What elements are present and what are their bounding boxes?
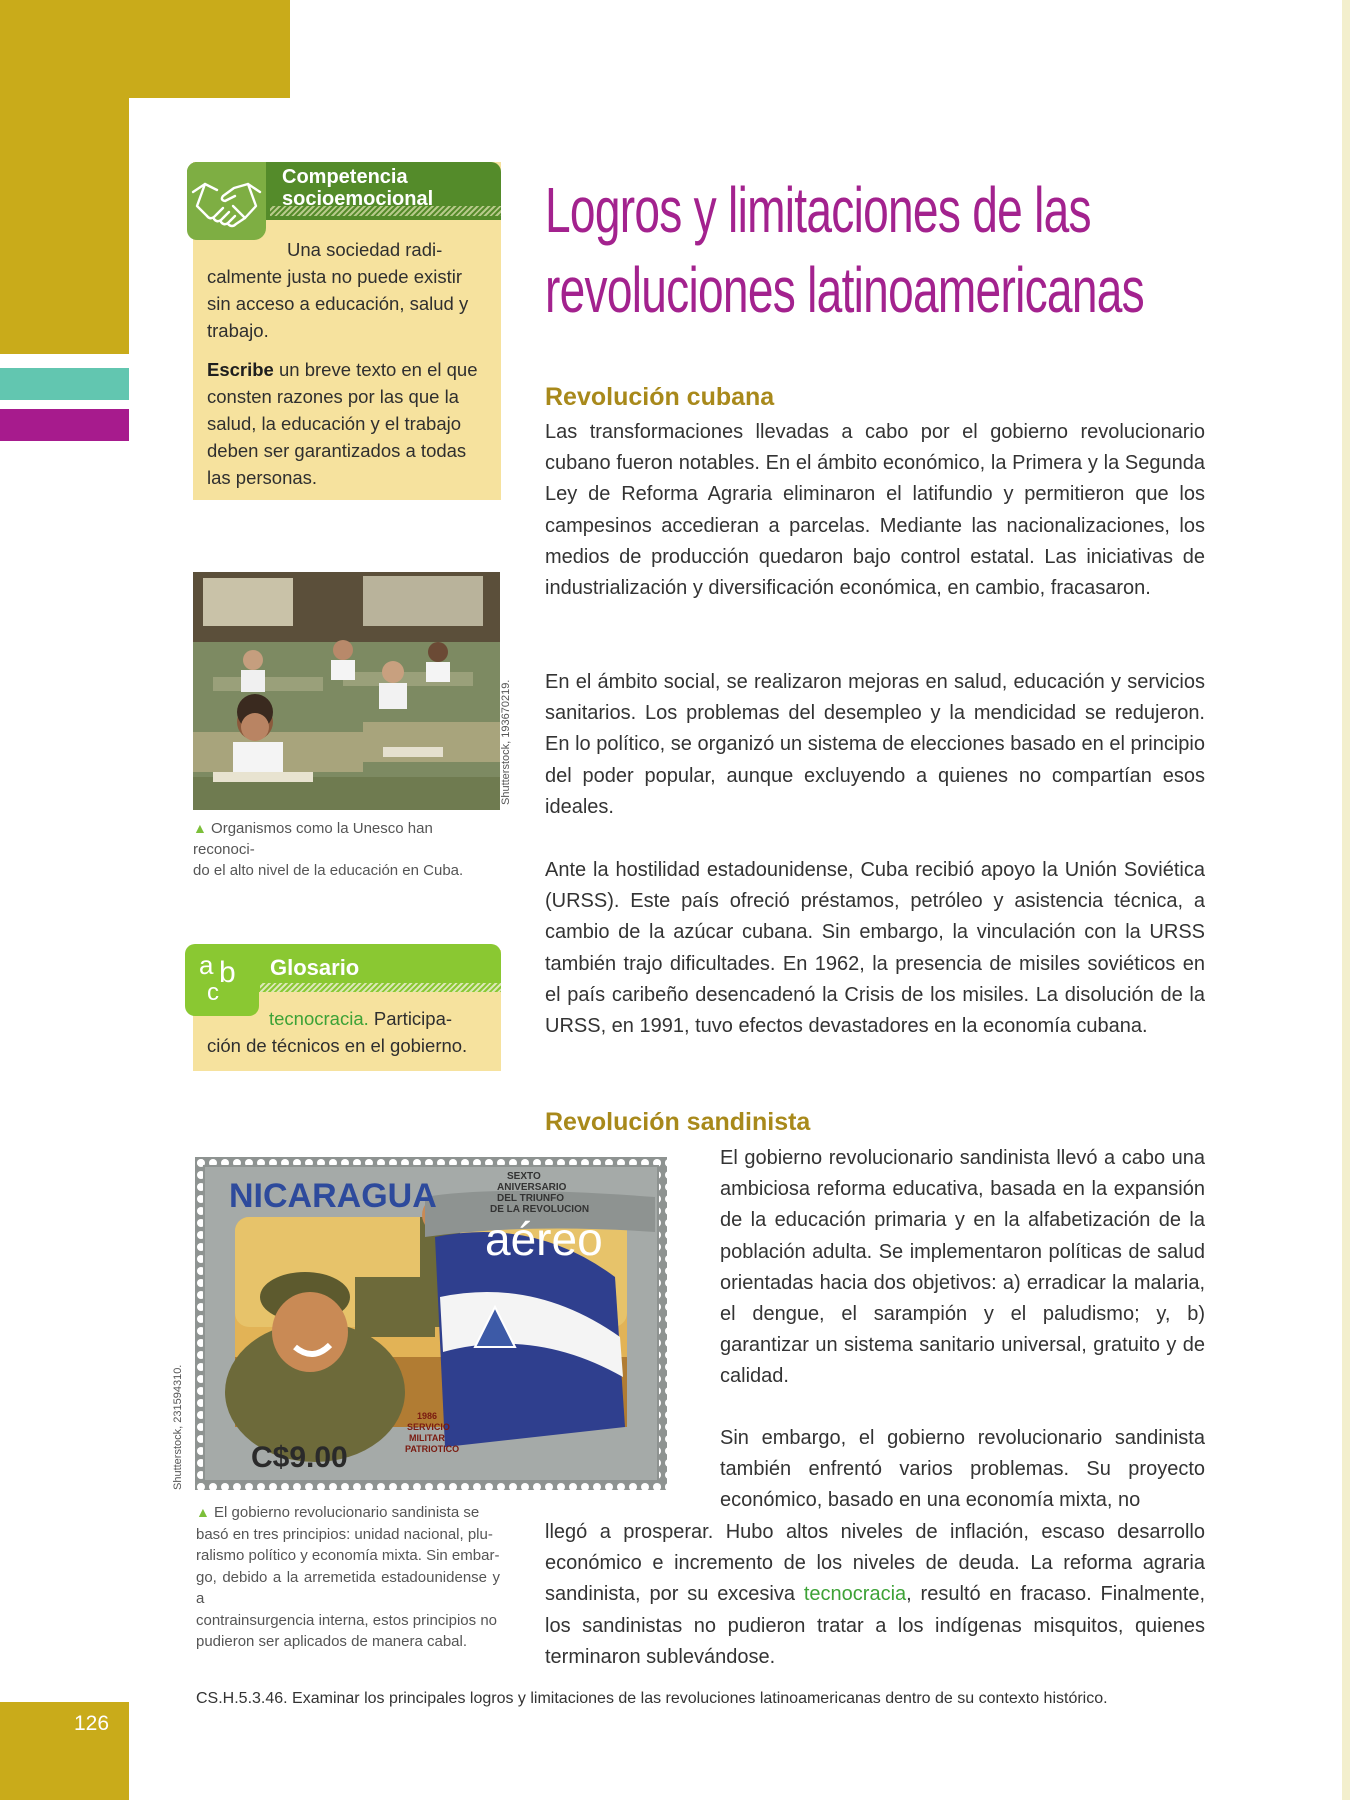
decor-right-edge — [1342, 0, 1350, 1800]
handshake-icon — [187, 162, 266, 240]
competencia-text — [207, 236, 497, 503]
stamp-service-line: SERVICIO — [407, 1422, 450, 1432]
section-sandinista-paragraph2-narrow — [720, 1423, 1205, 1517]
classroom-photo — [193, 572, 500, 810]
competencia-line: consten razones por las que la — [207, 386, 459, 407]
svg-text:a: a — [199, 950, 214, 980]
competencia-line: un breve texto en el que — [273, 359, 478, 380]
svg-text:c: c — [207, 979, 219, 1006]
caption-line: contrainsurgencia interna, estos principios no — [196, 1611, 498, 1629]
section-sandinista-paragraph2-wide — [545, 1517, 1205, 1673]
section-sandinista-paragraph1 — [720, 1143, 1205, 1393]
paragraph: Las transformaciones llevadas a cabo por el gobierno revolucionario cubano fueron notables. En el ámbito económico, la Primera y la Segunda Ley de Reforma Agraria eliminaron el latifundio y permitieron que los campesinos accedieran a parcelas. Mediante las nacionalizaciones, los medios de producción quedaron bajo control estatal. Las iniciativas de industrialización y diversificación económica, en cambio, fracasaron. — [545, 421, 1205, 600]
section-cubana-paragraph3 — [545, 855, 1205, 1042]
paragraph-text: llegó a prosperar. Hubo altos niveles de inflación, escaso desarrollo económico e incremento de los niveles de deuda. La reforma agraria sandinista, por su excesiva — [545, 1521, 1205, 1606]
stamp-service-line: MILITAR — [409, 1433, 445, 1443]
stamp-service-line: 1986 — [417, 1411, 438, 1421]
glosario-term: tecnocracia. — [269, 1008, 369, 1029]
competencia-paragraph1 — [207, 236, 497, 344]
page-title-line1: Logros y limitaciones de las — [545, 174, 1091, 246]
decor-band-magenta — [0, 409, 129, 441]
stamp-caption — [196, 1502, 500, 1653]
competencia-line: calmente justa no puede existir — [207, 266, 463, 287]
glosario-definition: ción de técnicos en el gobierno. — [207, 1035, 468, 1056]
competencia-line: deben ser garantizados a todas — [207, 440, 467, 461]
competencia-paragraph2 — [207, 356, 497, 491]
stamp-aereo: aéreo — [485, 1213, 603, 1265]
stamp-service-line: PATRIOTICO — [405, 1444, 460, 1454]
stamp-anniv-line: SEXTO — [507, 1171, 541, 1182]
caption-line: El gobierno revolucionario sandinista se — [214, 1504, 480, 1521]
section-heading-sandinista: Revolución sandinista — [545, 1108, 811, 1136]
competencia-line: salud, la educación y el trabajo — [207, 413, 462, 434]
nicaragua-stamp-image — [195, 1157, 667, 1490]
glosario-hatch — [260, 983, 501, 992]
competencia-bold-verb: Escribe — [207, 359, 274, 380]
photo1-caption — [193, 818, 498, 881]
competencia-line: las personas. — [207, 467, 318, 488]
caption-line: pudieron ser aplicados de manera cabal. — [196, 1633, 468, 1650]
stamp-value: C$9.00 — [251, 1441, 348, 1474]
decor-band-gold-bottom — [0, 1702, 129, 1800]
paragraph: Sin embargo, el gobierno revolucionario sandinista también enfrentó varios problemas. Su proyecto económico, basado en una economía mixta, no — [720, 1427, 1205, 1512]
paragraph: Ante la hostilidad estadounidense, Cuba recibió apoyo la Unión Soviética (URSS). Este país ofreció préstamos, petróleo y asistencia técnica, a cambio de la azúcar cubana. Sin embargo, la vinculación con la URSS también trajo dificultades. En 1962, la presencia de misiles soviéticos en el país caribeño desencadenó la Crisis de los misiles. La disolución de la URSS, en 1991, tuvo efectos devastadores en la economía cubana. — [545, 859, 1205, 1038]
glossary-term-link: tecnocracia — [803, 1583, 907, 1606]
section-heading-cubana: Revolución cubana — [545, 383, 775, 411]
glosario-text — [207, 1005, 499, 1059]
caption-line: Organismos como la Unesco han reconoci- — [193, 820, 433, 858]
stamp-anniv-line: DEL TRIUNFO — [497, 1193, 565, 1204]
stamp-credit — [172, 1364, 192, 1630]
stamp-credit-text: Shutterstock, 231594310. — [172, 1364, 184, 1490]
decor-band-teal — [0, 368, 129, 400]
glosario-title: Glosario — [270, 955, 360, 980]
competencia-title — [282, 166, 497, 210]
decor-band-gold-left — [0, 98, 129, 354]
competencia-title-line2: socioemocional — [282, 188, 434, 210]
svg-text:b: b — [219, 956, 236, 989]
caption-line: do el alto nivel de la educación en Cuba. — [193, 862, 464, 879]
caption-line: ralismo político y economía mixta. Sin embar- — [196, 1547, 500, 1564]
paragraph: El gobierno revolucionario sandinista llevó a cabo una ambiciosa reforma educativa, basada en la expansión de la educación primaria y en la alfabetización de la población adulta. Se implementaron políticas de salud orientadas hacia dos objetivos: a) erradicar la malaria, el dengue, el sarampión y el paludismo; y, b) garantizar un sistema sanitario universal, gratuito y de calidad. — [720, 1147, 1205, 1388]
paragraph: En el ámbito social, se realizaron mejoras en salud, educación y servicios sanitarios. Los problemas del desempleo y la mendicidad se redujeron. En lo político, se organizó un sistema de elecciones basado en el principio del poder popular, aunque excluyendo a quienes no compartían esos ideales. — [545, 671, 1205, 818]
page-number: 126 — [74, 1712, 110, 1735]
paragraph-text: , resultó en fracaso. Finalmente, los sandinistas no pudieron tratar a los indígenas misquitos, quienes terminaron sublevándose. — [545, 1583, 1205, 1668]
competencia-line: trabajo. — [207, 320, 269, 341]
caption-line: basó en tres principios: unidad nacional, plu- — [196, 1525, 493, 1543]
section-cubana-paragraph2 — [545, 667, 1205, 823]
stamp-anniv-line: DE LA REVOLUCION — [490, 1204, 590, 1215]
paragraph — [545, 1517, 1205, 1673]
stamp-anniv-line: ANIVERSARIO — [497, 1182, 567, 1193]
page-title-line2: revoluciones latinoamericanas — [545, 254, 1144, 326]
competencia-line: sin acceso a educación, salud y — [207, 293, 469, 314]
competencia-title-line1: Competencia — [282, 166, 408, 188]
photo1-credit-text: Shutterstock, 193670219. — [500, 679, 512, 805]
stamp-country: NICARAGUA — [229, 1177, 437, 1215]
page-title — [545, 170, 1144, 330]
photo1-credit — [500, 679, 520, 925]
section-cubana-paragraph1 — [545, 417, 1205, 604]
triangle-icon: ▲ — [193, 820, 207, 836]
curriculum-footer: CS.H.5.3.46. Examinar los principales logros y limitaciones de las revoluciones latinoamericanas dentro de su contexto histórico. — [196, 1690, 1108, 1707]
competencia-line: Una sociedad radi- — [287, 239, 443, 260]
caption-line: go, debido a la arremetida estadounidense y a — [196, 1568, 500, 1607]
glosario-definition: Participa- — [368, 1008, 453, 1029]
decor-band-gold-top — [0, 0, 290, 98]
triangle-icon: ▲ — [196, 1504, 210, 1520]
